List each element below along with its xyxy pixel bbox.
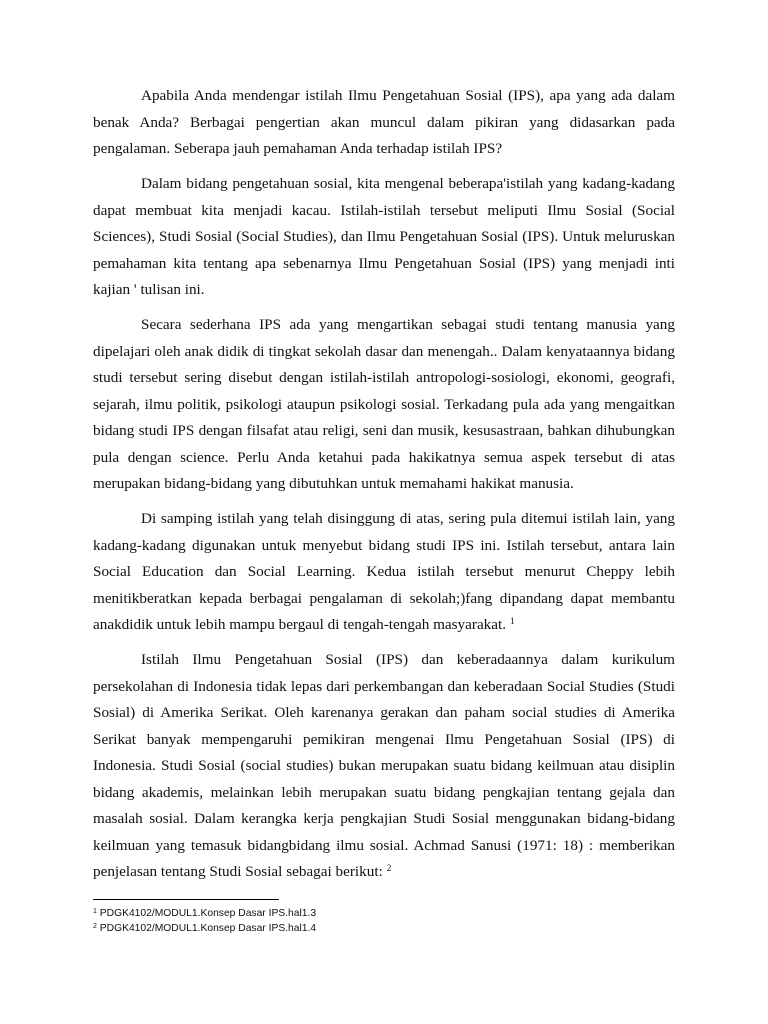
paragraph-text: Dalam bidang pengetahuan sosial, kita mengenal beberapa'istilah yang kadang-kadang dapat membuat kita menjadi kacau. Istilah-istilah tersebut meliputi Ilmu Sosial (Social Sciences), Studi Sosial (Social Studies), dan Ilmu Pengetahuan Sosial (IPS). Untuk meluruskan pemahaman kita tentang apa sebenarnya Ilmu Pengetahuan Sosial (IPS) yang menjadi inti kajian ' tulisan ini. — [93, 175, 675, 299]
paragraph — [93, 506, 675, 639]
paragraph-text: Apabila Anda mendengar istilah Ilmu Pengetahuan Sosial (IPS), apa yang ada dalam benak Anda? Berbagai pengertian akan muncul dalam pikiran yang didasarkan pada pengalaman. Seberapa jauh pemahaman Anda terhadap istilah IPS? — [93, 87, 675, 157]
footnote — [93, 921, 675, 936]
footnotes — [93, 906, 675, 936]
footnote-reference: 2 — [386, 864, 392, 875]
body-text — [93, 83, 675, 894]
paragraph-text: Di samping istilah yang telah disinggung di atas, sering pula ditemui istilah lain, yang kadang-kadang digunakan untuk menyebut bidang studi IPS ini. Istilah tersebut, antara lain Social Education dan Social Learning. Kedua istilah tersebut menurut Cheppy lebih menitikberatkan kepada berbagai pengalaman di sekolah;)fang dipandang dapat membantu anakdidik untuk lebih mampu bergaul di tengah-tengah masyarakat. — [93, 510, 675, 634]
footnote-reference: 1 — [509, 617, 515, 628]
paragraph — [93, 312, 675, 498]
footnote-text: PDGK4102/MODUL1.Konsep Dasar IPS.hal1.3 — [96, 908, 317, 919]
footnote-text: PDGK4102/MODUL1.Konsep Dasar IPS.hal1.4 — [96, 923, 317, 934]
footnote — [93, 906, 675, 921]
footnote-number: 1 — [93, 908, 97, 915]
paragraph-text: Secara sederhana IPS ada yang mengartikan sebagai studi tentang manusia yang dipelajari oleh anak didik di tingkat sekolah dasar dan menengah.. Dalam kenyataannya bidang studi tersebut sering disebut dengan istilah-istilah antropologi-sosiologi, ekonomi, geografi, sejarah, ilmu politik, psikologi ataupun psikologi sosial. Terkadang pula ada yang mengaitkan bidang studi IPS dengan filsafat atau religi, seni dan musik, kesusastraan, bahkan dihubungkan pula dengan science. Perlu Anda ketahui pada hakikatnya semua aspek tersebut di atas merupakan bidang-bidang yang dibutuhkan untuk memahami hakikat manusia. — [93, 316, 675, 493]
paragraph-text: Istilah Ilmu Pengetahuan Sosial (IPS) dan keberadaannya dalam kurikulum persekolahan di Indonesia tidak lepas dari perkembangan dan keberadaan Social Studies (Studi Sosial) di Amerika Serikat. Oleh karenanya gerakan dan paham social studies di Amerika Serikat banyak mempengaruhi pemikiran mengenai Ilmu Pengetahuan Sosial (IPS) di Indonesia. Studi Sosial (social studies) bukan merupakan suatu bidang keilmuan atau disiplin bidang akademis, melainkan lebih merupakan suatu bidang pengkajian tentang gejala dan masalah sosial. Dalam kerangka kerja pengkajian Studi Sosial menggunakan bidang-bidang keilmuan yang temasuk bidangbidang ilmu sosial. Achmad Sanusi (1971: 18) : memberikan penjelasan tentang Studi Sosial sebagai berikut: — [93, 651, 675, 881]
footnote-separator — [93, 899, 279, 900]
paragraph — [93, 171, 675, 304]
paragraph — [93, 83, 675, 163]
footnote-number: 2 — [93, 923, 97, 930]
paragraph — [93, 647, 675, 886]
